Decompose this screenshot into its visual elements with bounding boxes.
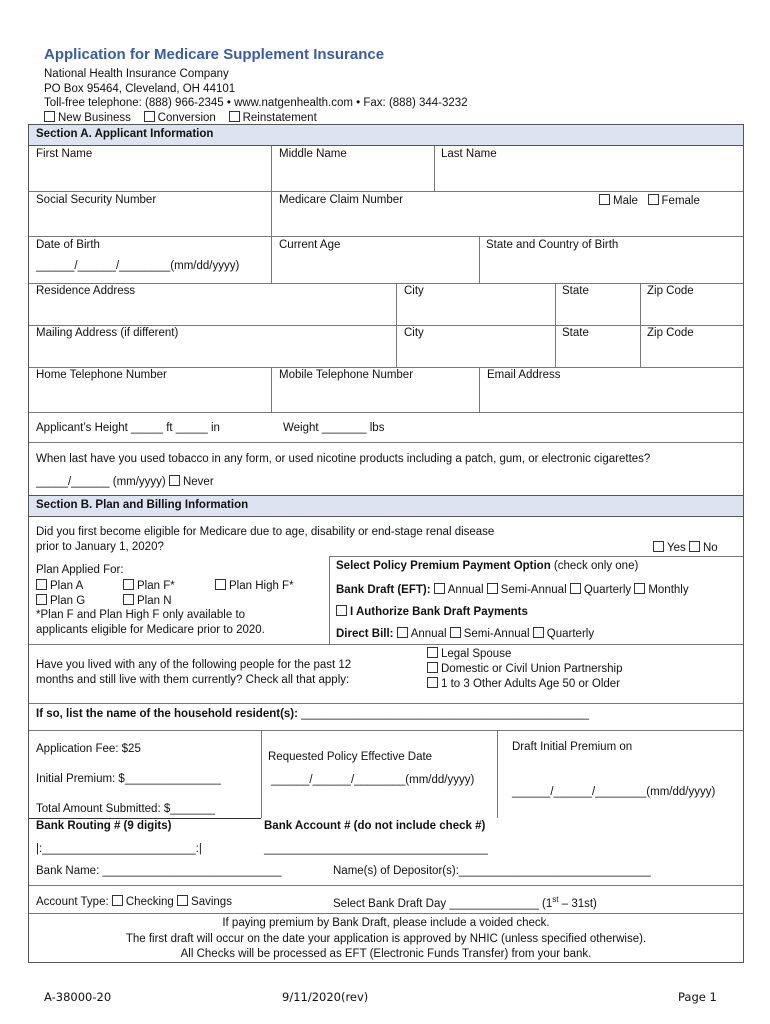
household-resident-row: [36, 708, 589, 720]
gender-options: [599, 194, 700, 207]
legal-spouse-checkbox[interactable]: [427, 647, 438, 658]
application-type: [44, 111, 468, 126]
female-label: Female: [661, 195, 700, 207]
ssn-label: Social Security Number: [36, 194, 157, 206]
plan-note-line2: applicants eligible for Medicare prior to 2020.: [36, 624, 265, 636]
never-checkbox[interactable]: [169, 475, 180, 486]
plan-f-label: Plan F*: [137, 580, 175, 592]
plan-n-checkbox[interactable]: [123, 594, 134, 605]
account-type-label: Account Type:: [36, 896, 109, 908]
other-adults-checkbox[interactable]: [427, 677, 438, 688]
plan-applied-label: Plan Applied For:: [36, 564, 124, 576]
eligibility-question-line2: prior to January 1, 2020?: [36, 541, 164, 553]
female-checkbox[interactable]: [648, 194, 659, 205]
routing-label: Bank Routing # (9 digits): [36, 820, 172, 832]
section-a-title: Section A. Applicant Information: [36, 128, 214, 140]
application-form: [28, 124, 744, 963]
direct-annual-checkbox[interactable]: [397, 627, 408, 638]
bank-draft-label: Bank Draft (EFT):: [336, 584, 431, 596]
current-age-label: Current Age: [279, 239, 341, 251]
household-resident-field[interactable]: _____________________________________________: [301, 708, 589, 720]
draft-monthly-label: Monthly: [648, 584, 689, 596]
direct-bill-options: [336, 627, 594, 640]
domestic-partner-option: [427, 662, 623, 675]
note-line2: The first draft will occur on the date your application is approved by NHIC (unless specified otherwise).: [125, 933, 647, 945]
mailing-address-label: Mailing Address (if different): [36, 327, 179, 339]
routing-field[interactable]: |:________________________:|: [36, 843, 202, 855]
direct-annual-label: Annual: [410, 628, 447, 640]
authorize-label: I Authorize Bank Draft Payments: [350, 606, 528, 618]
domestic-partner-checkbox[interactable]: [427, 662, 438, 673]
plan-f-option: [123, 579, 175, 592]
draft-initial-field[interactable]: ______/______/________(mm/dd/yyyy): [512, 786, 716, 798]
draft-day-superscript: st: [552, 895, 559, 904]
first-name-label: First Name: [36, 148, 93, 160]
tobacco-date: _____/______ (mm/yyyy): [36, 476, 166, 488]
bank-draft-options: [336, 583, 689, 596]
dob-label: Date of Birth: [36, 239, 100, 251]
mailing-city-label: City: [404, 327, 424, 339]
draft-day-range: – 31st): [558, 897, 597, 910]
savings-label: Savings: [191, 896, 232, 908]
company-name: National Health Insurance Company: [44, 68, 229, 80]
form-number: A-38000-20: [44, 990, 112, 1004]
other-adults-option: [427, 677, 620, 690]
plan-a-checkbox[interactable]: [36, 579, 47, 590]
direct-semiannual-checkbox[interactable]: [450, 627, 461, 638]
application-fee: Application Fee: $25: [36, 743, 141, 755]
company-address: PO Box 95464, Cleveland, OH 44101: [44, 82, 236, 95]
legal-spouse-option: [427, 647, 511, 660]
no-checkbox[interactable]: [689, 541, 700, 552]
authorize-checkbox[interactable]: [336, 605, 347, 616]
note-line3: All Checks will be processed as EFT (Electronic Funds Transfer) from your bank.: [180, 948, 592, 960]
new-business-label: New Business: [58, 111, 131, 124]
direct-bill-label: Direct Bill:: [336, 628, 394, 640]
plan-a-option: [36, 579, 83, 592]
draft-quarterly-label: Quarterly: [583, 584, 632, 596]
yes-label: Yes: [667, 542, 686, 554]
payment-option-heading: Select Policy Premium Payment Option: [336, 560, 551, 572]
payment-option-title: [336, 560, 638, 572]
savings-checkbox[interactable]: [177, 895, 188, 906]
company-contact: Toll-free telephone: (888) 966-2345 • www.natgenhealth.com • Fax: (888) 344-3232: [44, 97, 468, 109]
mailing-state-label: State: [562, 327, 589, 339]
plan-high-f-checkbox[interactable]: [215, 579, 226, 590]
depositors-field[interactable]: Name(s) of Depositor(s):______________________________: [333, 865, 651, 877]
document-header: [44, 46, 468, 125]
male-checkbox[interactable]: [599, 194, 610, 205]
page-number: Page 1: [678, 990, 717, 1004]
yes-checkbox[interactable]: [653, 541, 664, 552]
plan-high-f-option: [215, 579, 294, 592]
direct-semiannual-label: Semi-Annual: [463, 628, 530, 640]
plan-f-checkbox[interactable]: [123, 579, 134, 590]
plan-g-label: Plan G: [50, 595, 86, 607]
effective-date-field[interactable]: ______/______/________(mm/dd/yyyy): [271, 774, 475, 786]
other-adults-label: 1 to 3 Other Adults Age 50 or Older: [441, 678, 620, 690]
checking-checkbox[interactable]: [112, 895, 123, 906]
plan-a-label: Plan A: [50, 580, 84, 592]
conversion-checkbox[interactable]: [144, 111, 155, 122]
plan-g-option: [36, 594, 85, 607]
email-label: Email Address: [487, 369, 561, 381]
note-line1: If paying premium by Bank Draft, please include a voided check.: [222, 917, 550, 929]
height-label: Applicant’s Height _____ ft _____ in: [36, 422, 220, 434]
mobile-phone-label: Mobile Telephone Number: [279, 369, 414, 381]
reinstatement-label: Reinstatement: [242, 111, 317, 124]
residence-address-label: Residence Address: [36, 285, 136, 297]
draft-quarterly-checkbox[interactable]: [570, 583, 581, 594]
draft-semiannual-label: Semi-Annual: [500, 584, 567, 596]
legal-spouse-label: Legal Spouse: [441, 648, 512, 660]
draft-annual-checkbox[interactable]: [434, 583, 445, 594]
residence-zip-label: Zip Code: [647, 285, 694, 297]
never-label: Never: [182, 476, 214, 488]
birth-place-label: State and Country of Birth: [486, 239, 619, 251]
direct-quarterly-checkbox[interactable]: [533, 627, 544, 638]
residence-state-label: State: [562, 285, 589, 297]
draft-annual-label: Annual: [447, 584, 484, 596]
draft-initial-label: Draft Initial Premium on: [512, 741, 633, 753]
plan-high-f-label: Plan High F*: [229, 580, 294, 592]
no-label: No: [702, 542, 718, 554]
home-phone-label: Home Telephone Number: [36, 369, 167, 381]
household-question-line2: months and still live with them currently? Check all that apply:: [36, 674, 350, 686]
reinstatement-checkbox[interactable]: [229, 111, 240, 122]
conversion-label: Conversion: [157, 111, 216, 124]
medicare-claim-label: Medicare Claim Number: [279, 194, 403, 206]
middle-name-label: Middle Name: [279, 148, 347, 160]
last-name-label: Last Name: [441, 148, 497, 160]
domestic-partner-label: Domestic or Civil Union Partnership: [441, 663, 623, 675]
authorize-option: [336, 605, 528, 618]
draft-day-field[interactable]: [333, 895, 597, 910]
tobacco-answer: [36, 475, 214, 488]
plan-n-label: Plan N: [137, 595, 172, 607]
mailing-zip-label: Zip Code: [647, 327, 694, 339]
eligibility-question-line1: Did you first become eligible for Medicare due to age, disability or end-stage renal disease: [36, 526, 495, 538]
effective-date-label: Requested Policy Effective Date: [268, 751, 433, 763]
account-field[interactable]: ___________________________________: [264, 843, 488, 855]
draft-monthly-checkbox[interactable]: [634, 583, 645, 594]
section-b-header: [29, 495, 743, 517]
direct-quarterly-label: Quarterly: [546, 628, 595, 640]
revision-date: 9/11/2020(rev): [282, 990, 369, 1004]
plan-n-option: [123, 594, 172, 607]
dob-format: ______/______/________(mm/dd/yyyy): [36, 260, 240, 272]
household-question-line1: Have you lived with any of the following people for the past 12: [36, 659, 352, 671]
draft-semiannual-checkbox[interactable]: [487, 583, 498, 594]
plan-g-checkbox[interactable]: [36, 594, 47, 605]
male-label: Male: [613, 195, 638, 207]
account-label: Bank Account # (do not include check #): [264, 820, 486, 832]
account-type-row: [36, 895, 232, 908]
section-b-title: Section B. Plan and Billing Information: [36, 499, 249, 511]
initial-premium-field[interactable]: Initial Premium: $_______________: [36, 773, 221, 785]
household-resident-label: If so, list the name of the household resident(s):: [36, 708, 298, 720]
draft-day-text: Select Bank Draft Day ______________ (1: [333, 897, 553, 910]
eligibility-options: [653, 541, 718, 554]
checking-label: Checking: [125, 896, 174, 908]
bank-name-field[interactable]: Bank Name: ____________________________: [36, 865, 282, 877]
plan-note-line1: *Plan F and Plan High F only available to: [36, 609, 246, 621]
tobacco-question: When last have you used tobacco in any form, or used nicotine products including a patch, gum, or electronic cigarettes?: [36, 453, 651, 465]
residence-city-label: City: [404, 285, 424, 297]
new-business-checkbox[interactable]: [44, 111, 55, 122]
page-title: Application for Medicare Supplement Insurance: [44, 46, 385, 63]
section-a-header: [29, 125, 743, 146]
weight-label: Weight _______ lbs: [283, 422, 385, 434]
total-amount-field[interactable]: Total Amount Submitted: $_______: [36, 803, 216, 815]
payment-option-sub: (check only one): [550, 560, 639, 572]
